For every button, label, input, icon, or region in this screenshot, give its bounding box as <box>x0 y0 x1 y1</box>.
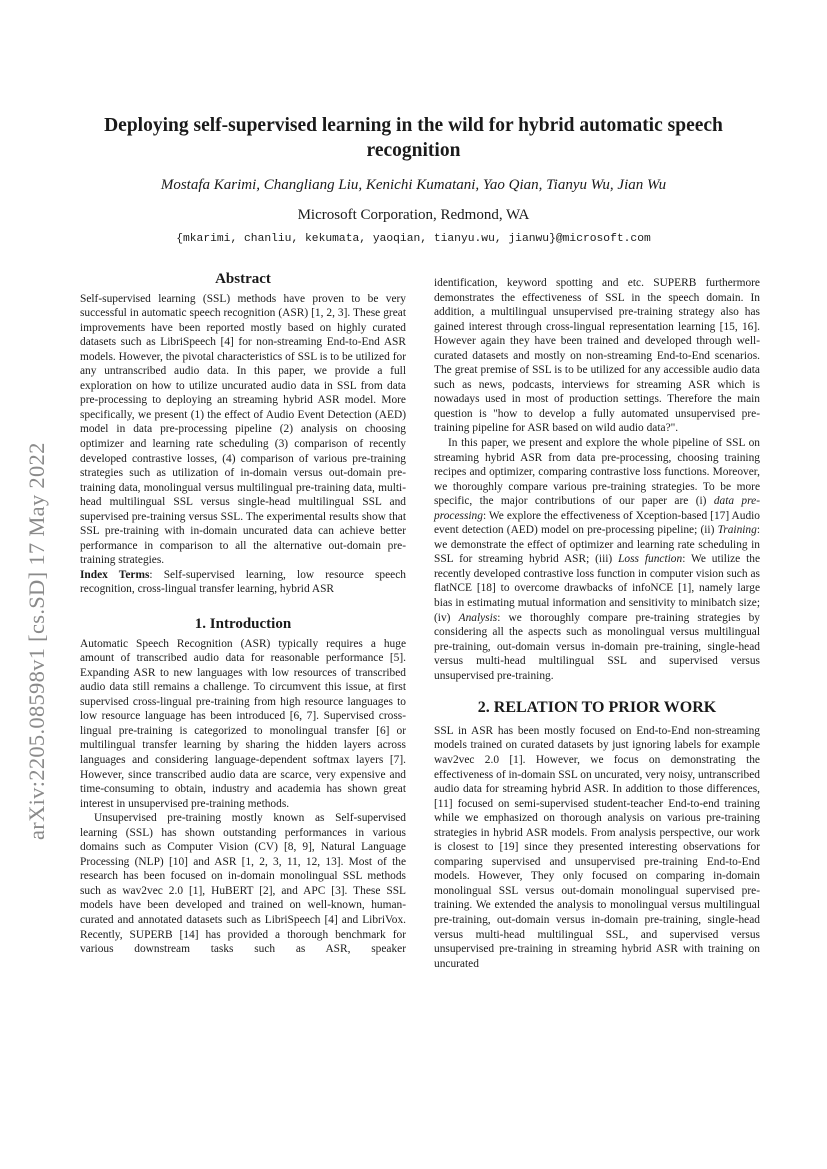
intro-paragraph-2-continued: identification, keyword spotting and etc. SUPERB furthermore demonstrates the effectiveness of SSL in the speech domain. In addition, a multilingual unsupervised pre-training strategy also has gained interest through cross-lingual representation learning [15, 16]. However again they have been trained and developed through well-curated datasets and mostly on non-streaming End-to-End scenarios. The great premise of SSL is to be utilized for any accessible audio data such as news, podcasts, interviews for streaming ASR which is nowadays used in most of production settings. Therefore the main question is "how to develop a fully automated unsupervised pre-training pipeline for ASR based on wild audio data?". <box>434 277 760 435</box>
intro-paragraph-3 <box>434 436 760 683</box>
prior-work-paragraph: SSL in ASR has been mostly focused on End-to-End non-streaming models trained on curated datasets by just ignoring labels for example wav2vec 2.0 [1]. However, we focus on demonstrating the effectiveness of in-domain SSL on uncurated, very noisy, untranscribed audio data for streaming hybrid ASR. In addition to those differences, [11] focused on semi-supervised student-teacher End-to-end training while we emphasized on thorough analysis on various pre-training strategies in hybrid ASR models. From analysis perspective, our work is closest to [19] since they presented interesting observations for comparing supervised and unsupervised pre-training End-to-End models. However, They only focused on comparing in-domain monolingual SSL versus out-domain monolingual supervised pre-training. We extended the analysis to monolingual versus multilingual pre-training, out-domain versus in-domain pre-training, single-head versus multi-head multilingual SSL, and supervised versus unsupervised pre-training in streaming hybrid ASR with training on uncurated <box>434 724 760 970</box>
abstract-heading: Abstract <box>215 271 271 287</box>
contribution-term: data pre-processing <box>434 495 760 522</box>
introduction-heading: 1. Introduction <box>194 616 292 633</box>
prior-work-heading: 2. RELATION TO PRIOR WORK <box>477 699 717 717</box>
author-emails: {mkarimi, chanliu, kekumata, yaoqian, tianyu.wu, jianwu}@microsoft.com <box>176 233 651 245</box>
intro-paragraph-1: Automatic Speech Recognition (ASR) typically requires a huge amount of transcribed audio data for reasonable performance [5]. Expanding ASR to new languages with low resources of transcribed audio data still remains a challenge. To circumvent this issue, at first supervised cross-lingual pre-training from high resource languages to low resource language has been introduced [6, 7]. Supervised cross-lingual pre-training is categorized to monolingual transfer [6] or multilingual transfer learning by sharing the hidden layers across languages and considering language-dependent softmax layers [7]. However, since transcribed audio data are scarce, very expensive and time-consuming to obtain, industry and academia has shown great interest in unsupervised pre-training methods. <box>80 637 406 810</box>
contributions-text: : We explore the effectiveness of Xception-based [17] Audio event detection (AED) model on pre-processing pipeline; (ii) <box>434 509 760 537</box>
index-terms <box>80 568 406 597</box>
intro-paragraph-2: Unsupervised pre-training mostly known as Self-supervised learning (SSL) has shown outstanding performances in various domains such as Computer Vision (CV) [8, 9], Natural Language Processing (NLP) [10] and ASR [1, 2, 3, 11, 12, 13]. Most of the research has been focused on in-domain monolingual SSL methods such as wav2vec 2.0 [1], HuBERT [2], and APC [3]. These SSL models have been developed and trained on well-known, human-curated and annotated datasets such as LibriSpeech [4] and LibriVox. Recently, SUPERB [14] has provided a thorough benchmark for various downstream tasks such as ASR, speaker <box>80 812 406 956</box>
right-column <box>434 276 760 971</box>
affiliation: Microsoft Corporation, Redmond, WA <box>297 207 530 223</box>
contribution-term: Training <box>717 524 757 537</box>
paper-title: Deploying self-supervised learning in the wild for hybrid automatic speech recognition <box>104 115 723 161</box>
author-list: Mostafa Karimi, Changliang Liu, Kenichi Kumatani, Yao Qian, Tianyu Wu, Jian Wu <box>160 177 667 193</box>
contribution-term: Loss function <box>618 553 683 566</box>
contributions-text: : we demonstrate the effect of optimizer and learning rate scheduling in SSL for streaming hybrid ASR; (iii) <box>434 524 760 566</box>
index-terms-text: : Self-supervised learning, low resource speech recognition, cross-lingual transfer learning, hybrid ASR <box>80 568 406 596</box>
abstract-body: Self-supervised learning (SSL) methods have proven to be very successful in automatic speech recognition (ASR) [1, 2, 3]. These great improvements have been reported mostly based on highly curated datasets such as LibriSpeech [4] for non-streaming End-to-End ASR models. However, the pivotal characteristics of SSL is to be utilized for any untranscribed audio data. In this paper, we provide a full exploration on how to utilize uncurated audio data in SSL from data pre-processing to deploying an streaming hybrid ASR model. More specifically, we present (1) the effect of Audio Event Detection (AED) model in data pre-processing pipeline (2) analysis on choosing optimizer and learning rate scheduling (3) comparison of recently developed contrastive losses, (4) comparison of various pre-training strategies such as utilization of in-domain versus out-domain pre-training data, monolingual versus multilingual pre-training data, multi-head multilingual SSL versus single-head multilingual SSL and supervised pre-training versus SSL. The experimental results show that SSL pre-training with in-domain uncurated data can achieve better performance in comparison to all the alternative out-domain pre-training strategies. <box>80 292 406 567</box>
index-terms-label: Index Terms <box>80 568 150 581</box>
left-column <box>80 272 406 957</box>
contributions-text: : We utilize the recently developed contrastive loss function in computer vision such as flatNCE [18] to overcome drawbacks of infoNCE [1], namely large bias in estimating mutual information and sensitivity to minibatch size; (iv) <box>434 553 761 624</box>
contributions-text: : we thoroughly compare pre-training strategies by considering all the aspects such as monolingual versus multilingual pre-training, out-domain versus in-domain pre-training, single-head versus multi-head multilingual SSL and supervised versus unsupervised pre-training. <box>434 611 760 682</box>
arxiv-identifier-stamp: arXiv:2205.08598v1 [cs.SD] 17 May 2022 <box>24 442 49 840</box>
contributions-text: In this paper, we present and explore the whole pipeline of SSL on streaming hybrid ASR from data pre-processing, choosing training recipes and optimizer, comparing contrastive loss functions. Moreover, we thoroughly compare various pre-training strategies. To be more specific, the major contributions of our paper are (i) <box>434 437 760 508</box>
contribution-term: Analysis <box>458 611 498 624</box>
